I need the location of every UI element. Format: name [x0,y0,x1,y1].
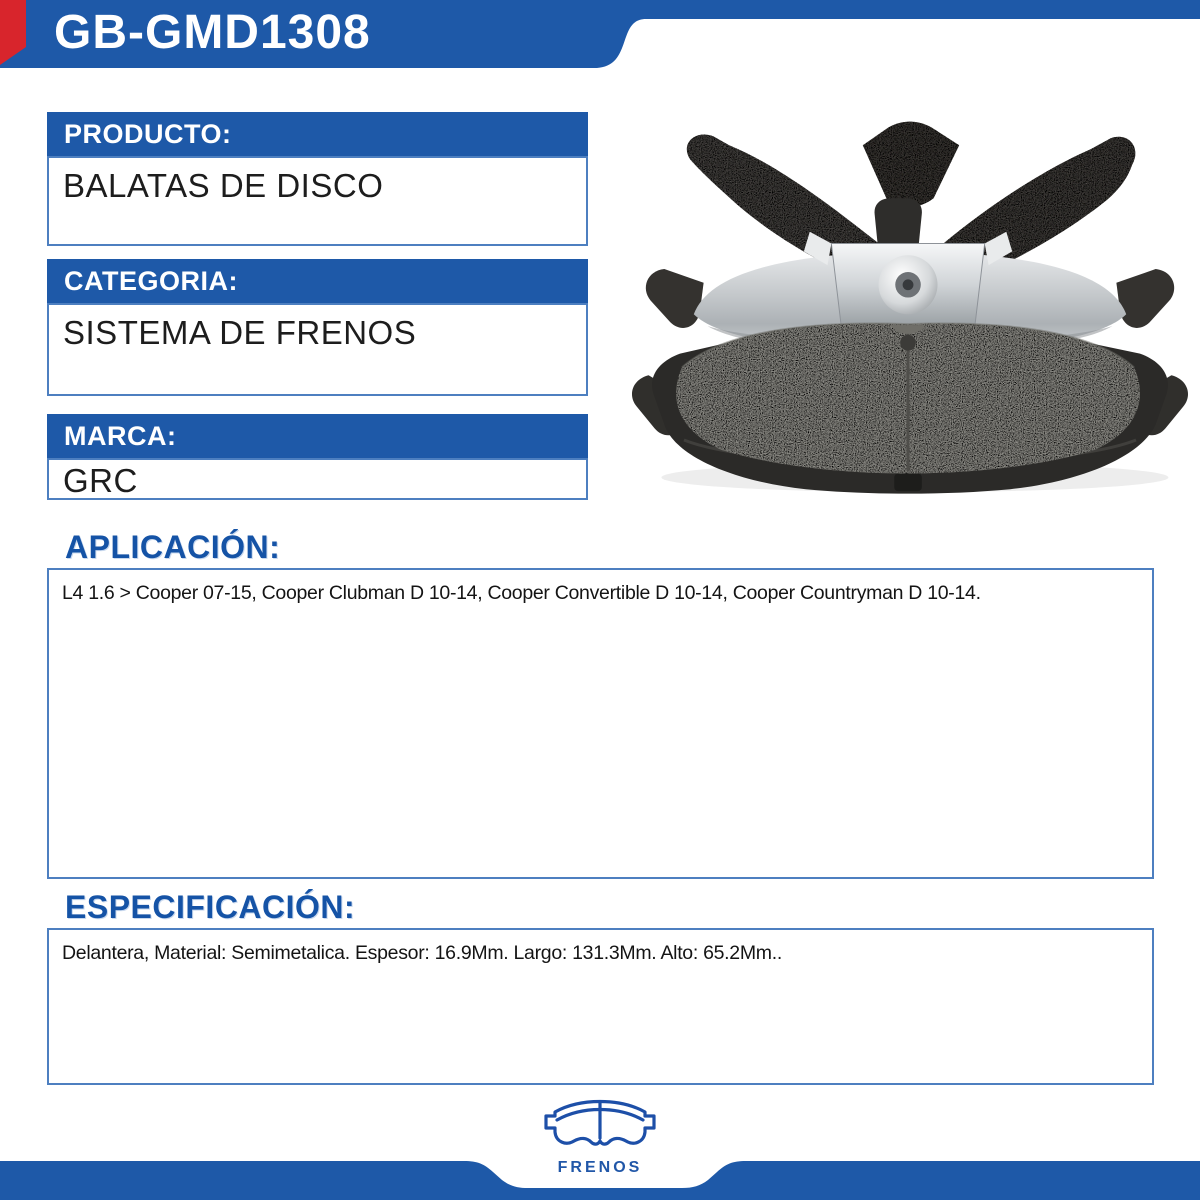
field-value-marca [47,458,588,500]
field-label-categoria [47,259,588,303]
field-value-text: SISTEMA DE FRENOS [63,314,417,351]
field-label-producto [47,112,588,156]
field-value-text: BALATAS DE DISCO [63,167,384,204]
field-value-text: GRC [63,462,138,499]
section-heading-especificacion: ESPECIFICACIÓN: [65,889,356,925]
product-photo [625,103,1195,498]
especificacion-text: Delantera, Material: Semimetalica. Espesor: 16.9Mm. Largo: 131.3Mm. Alto: 65.2Mm.. [62,942,782,964]
field-label-text: MARCA: [64,421,177,451]
field-label-marca [47,414,588,458]
section-heading-aplicacion: APLICACIÓN: [65,529,281,565]
footer-brand-label: FRENOS [557,1159,643,1176]
field-value-producto [47,156,588,246]
aplicacion-text: L4 1.6 > Cooper 07-15, Cooper Clubman D 10-14, Cooper Convertible D 10-14, Cooper Countryman D 10-14. [62,582,981,604]
field-label-text: CATEGORIA: [64,266,238,296]
part-number: GB-GMD1308 [54,6,371,59]
brake-pad-icon [540,1094,660,1152]
field-value-categoria [47,303,588,396]
section-box-especificacion [47,928,1154,1085]
field-label-text: PRODUCTO: [64,119,232,149]
section-box-aplicacion [47,568,1154,879]
